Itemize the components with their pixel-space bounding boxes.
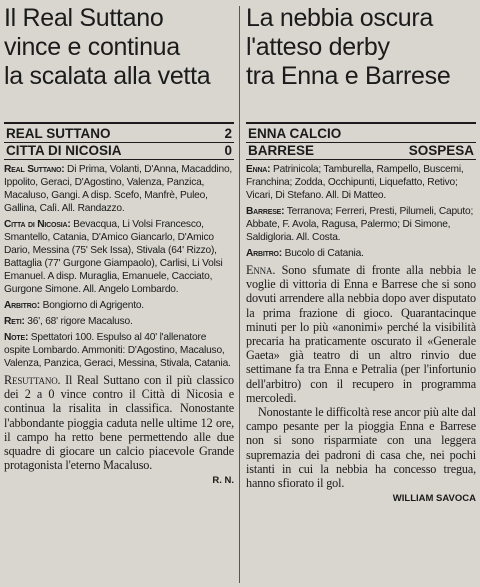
column-divider (239, 6, 240, 583)
match-status: SOSPESA (408, 143, 474, 158)
lineup-text: Di Prima, Volanti, D'Anna, Macaddino, Ippolito, Geraci, D'Agostino, Valenza, Panzica, Macaluso, Gangi. A disp. Scefo, Manfrè, Puleo, Gallina, Calì. All. Randazzo. (4, 164, 233, 214)
headline-line: Il Real Suttano (4, 4, 164, 32)
team-score: 2 (224, 126, 232, 141)
lineup-label: Enna: (246, 164, 271, 175)
lineup-away (246, 205, 476, 244)
lineup-home (246, 163, 476, 202)
headline-line: la scalata alla vetta (4, 62, 211, 90)
scoreboard (246, 122, 476, 160)
headline (246, 4, 476, 92)
notes (4, 331, 234, 370)
goals-text: 36', 68' rigore Macaluso. (24, 316, 133, 327)
article-enna-barrese (246, 0, 476, 587)
headline-line: l'atteso derby (246, 33, 390, 61)
body-text: Il Real Suttano con il più classico dei 2 a 0 vince contro il Città di Nicosia e continua la risalita in classifica. Nonostante l'abbondante pioggia caduta nelle ultime 12 ore, il campo ha retto bene permettendo alle due squadre di giocare un calcio piacevole Grande protagonista l'eterno Macaluso. (4, 373, 234, 473)
score-row (246, 126, 476, 142)
headline-line: vince e continua (4, 33, 180, 61)
match-info (246, 163, 476, 260)
referee (4, 299, 234, 312)
team-name: BARRESE (248, 143, 315, 158)
referee-text: Bucolo di Catania. (281, 248, 364, 259)
team-name: ENNA CALCIO (248, 126, 342, 141)
headline-line: tra Enna e Barrese (246, 62, 451, 90)
notes-text: Spettatori 100. Espulso al 40' l'allenatore ospite Lombardo. Ammoniti: D'Agostino, Macaluso, Valenza, Panzica, Geraci, Messina, Stivala, Catania. (4, 332, 231, 369)
scoreboard (4, 122, 234, 160)
headline-line: La nebbia oscura (246, 4, 434, 32)
lineup-away (4, 218, 234, 296)
body-text: Sono sfumate di fronte alla nebbia le voglie di vittoria di Enna e Barrese che si sono dovuti arrendere alla nebbia dopo aver disputato la prima frazione di gioco. Quarantacinque minuti per lo più «anonimi» perché la visibilità precaria ha praticamente oscurato il «Generale Gaeta» già teatro di un altro rinvio due settimane fa tra Enna e Petralia (per l'infortunio dell'arbitro) con il recupero in programma mercoledì. (246, 263, 476, 405)
team-score: 0 (224, 143, 232, 158)
article-real-suttano (4, 0, 234, 587)
team-name: REAL SUTTANO (6, 126, 111, 141)
goals (4, 315, 234, 328)
referee-label: Arbitro: (4, 300, 40, 311)
lineup-label: Barrese: (246, 206, 285, 217)
lineup-label: Citta di Nicosia: (4, 219, 71, 230)
notes-label: Note: (4, 332, 29, 343)
lineup-text: Bevacqua, Li Volsi Francesco, Smantello, Catania, D'Amico Giancarlo, D'Amico Dario, Messina (75' Sek Issa), Stivala (64' Rizzo), Battaglia (77' Gurgone Giampaolo), Carlisi, Li Volsi Emanuel. A disp. Muraglia, Emanuele, Cacciato, Gurgone Simone. All. Angelo Lombardo. (4, 219, 223, 295)
headline (4, 4, 234, 92)
lineup-home (4, 163, 234, 215)
referee-text: Bongiorno di Agrigento. (39, 300, 144, 311)
article-body (246, 263, 476, 405)
dateline: Resuttano. (4, 373, 61, 387)
author-signature: R. N. (212, 475, 234, 487)
lineup-text: Patrinicola; Tamburella, Rampello, Buscemi, Franchina; Zodda, Occhipunti, Liquefatto, Retivo; Vicari, Di Stefano. All. Di Matteo. (246, 164, 464, 201)
score-row (4, 126, 234, 142)
goals-label: Reti: (4, 316, 25, 327)
team-name: CITTA DI NICOSIA (6, 143, 122, 158)
article-body (4, 373, 234, 472)
lineup-text: Terranova; Ferreri, Presti, Pilumeli, Caputo; Abbate, F. Avola, Ragusa, Palermo; Di Simone, Saldigloria. All. Costa. (246, 206, 474, 243)
score-row (246, 142, 476, 160)
article-body-paragraph: Nonostante le difficoltà rese ancor più alte dal campo pesante per la pioggia Enna e Barrese non si sono risparmiate con una leggera supremazia dei padroni di casa che, nei pochi istanti in cui la nebbia ha concesso tregua, hanno sfiorato il gol. (246, 405, 476, 491)
dateline: Enna. (246, 263, 276, 277)
match-info (4, 163, 234, 370)
author-signature: WILLIAM SAVOCA (392, 493, 476, 505)
score-row (4, 142, 234, 160)
referee (246, 247, 476, 260)
referee-label: Arbitro: (246, 248, 282, 259)
lineup-label: Real Suttano: (4, 164, 65, 175)
